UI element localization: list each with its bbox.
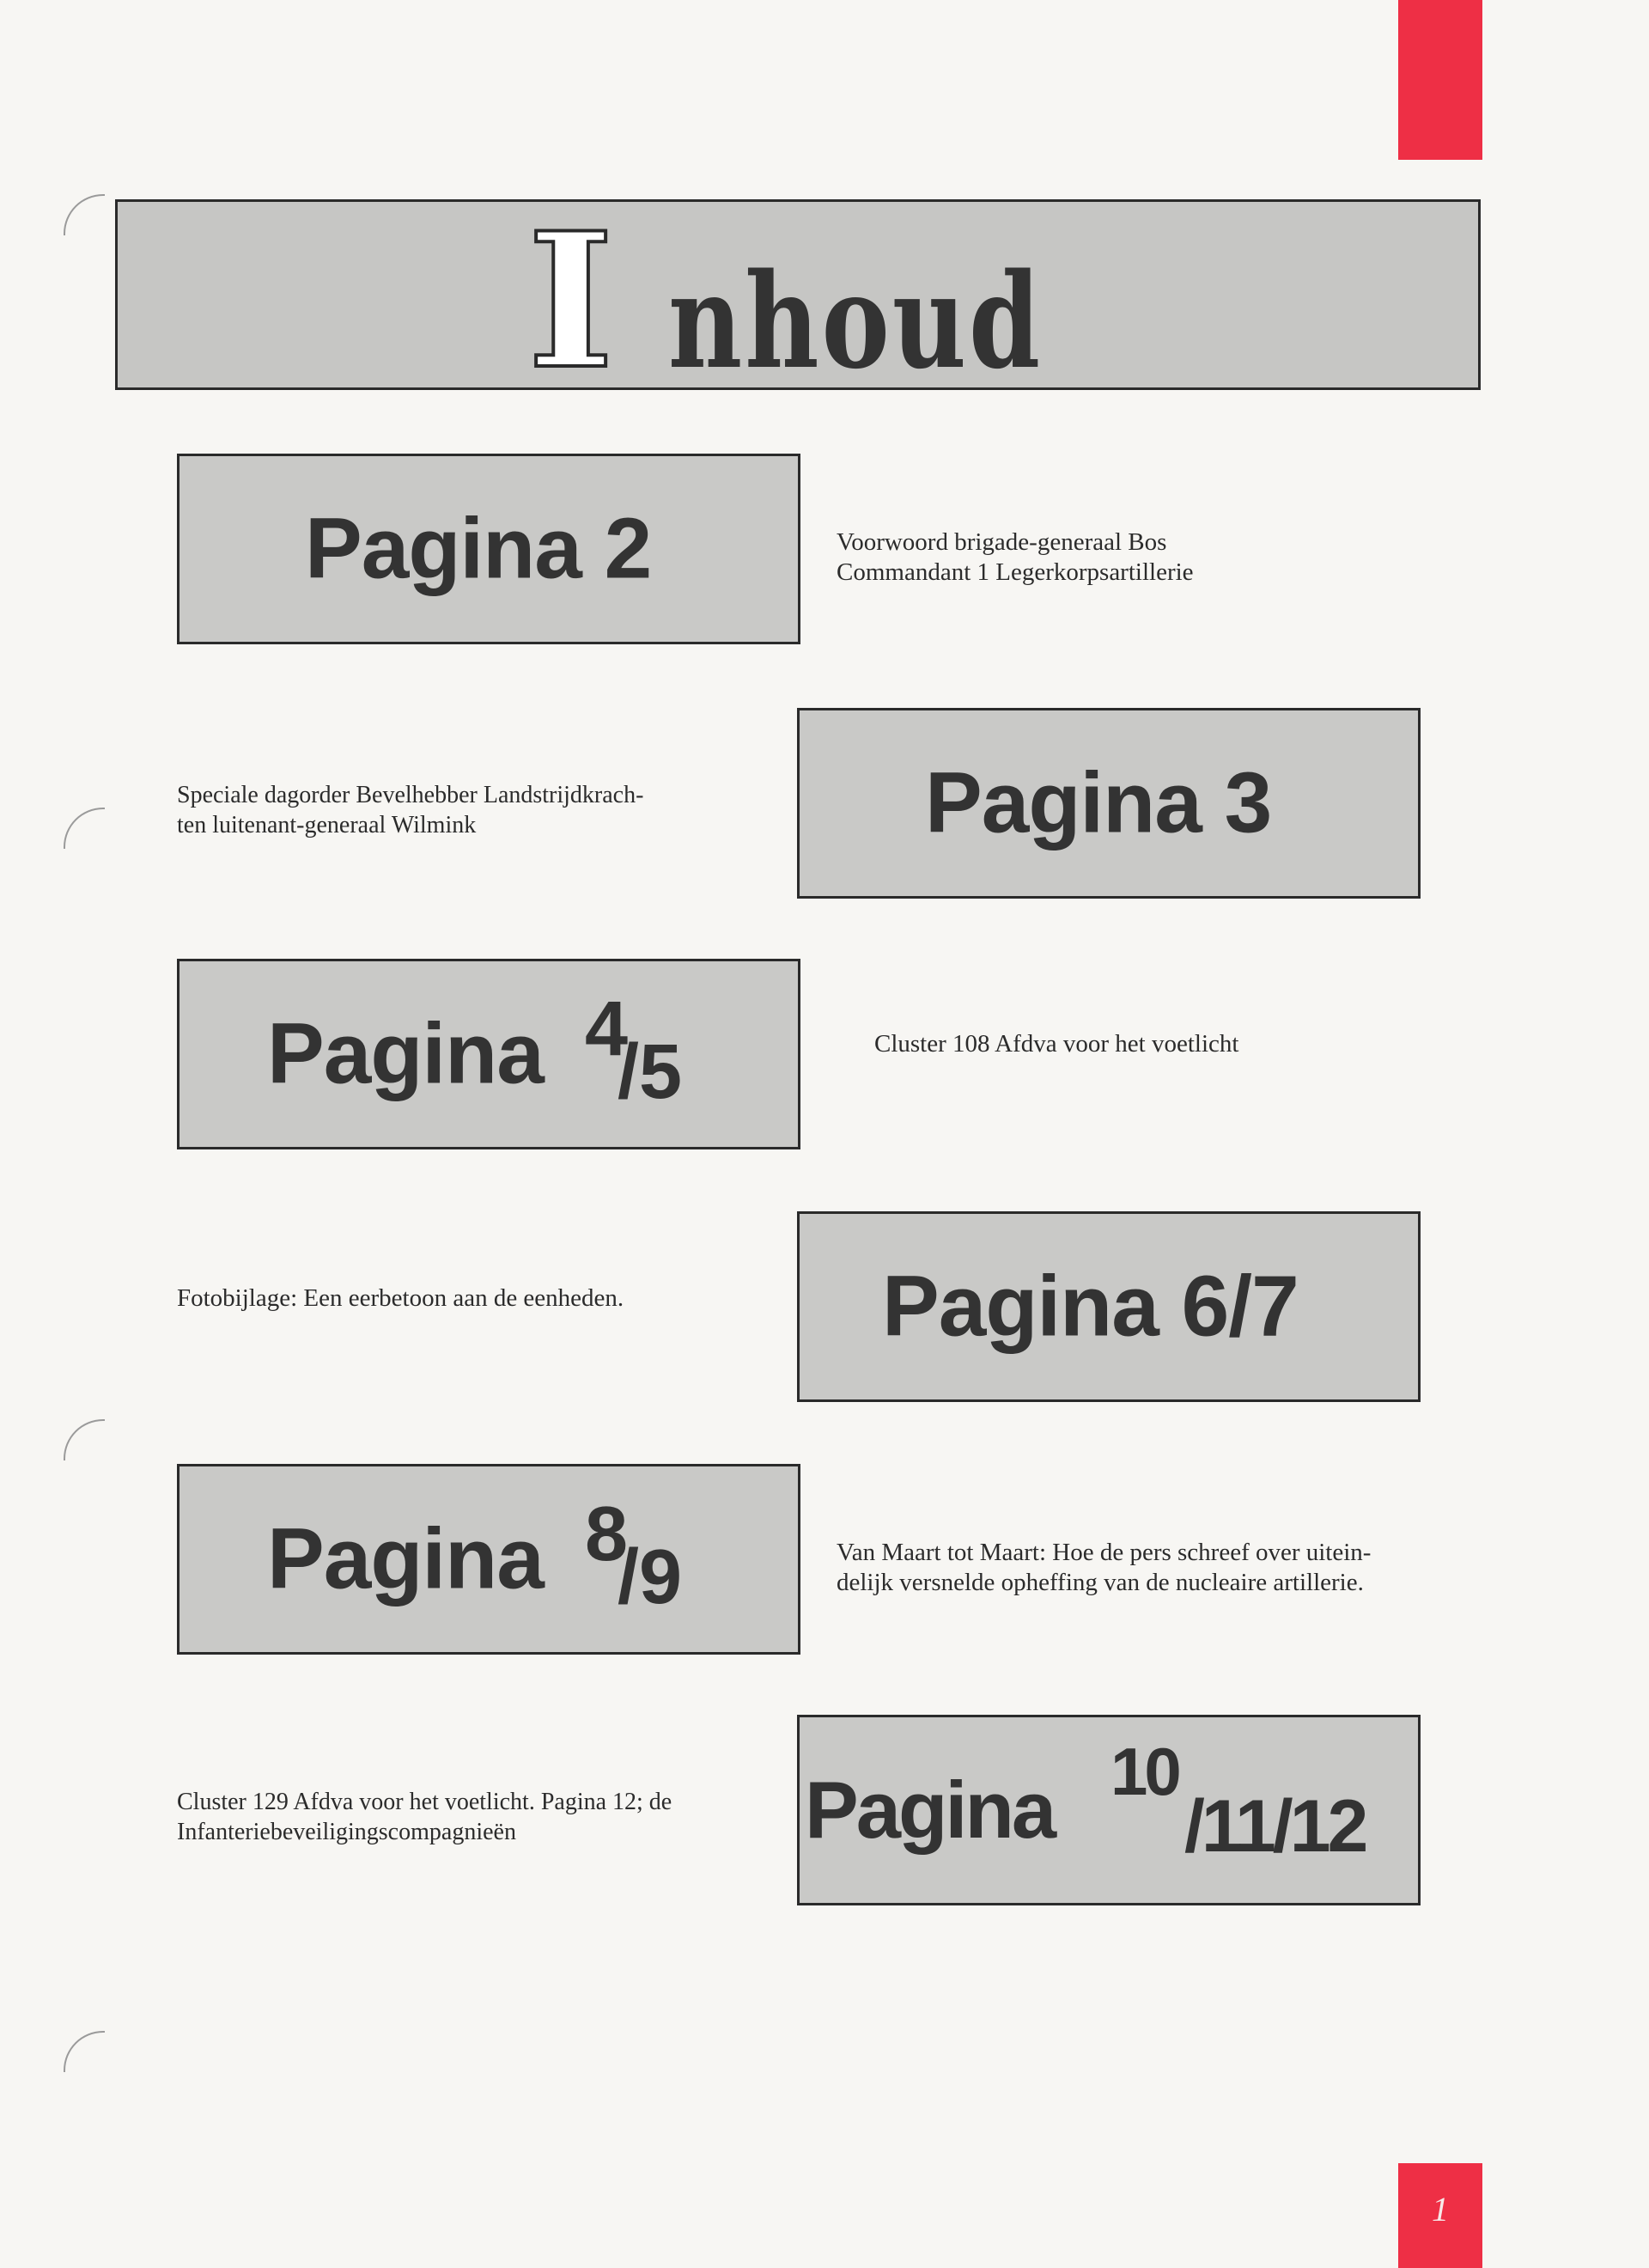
entry-description	[837, 1538, 1371, 1598]
description-line: Cluster 129 Afdva voor het voetlicht. Pagina 12; de	[177, 1789, 672, 1815]
description-line: Infanteriebeveiligingscompagnieën	[177, 1819, 516, 1845]
punch-hole-mark	[64, 1419, 105, 1460]
page-label: Pagina	[805, 1765, 1055, 1855]
description-line: delijk versnelde opheffing van de nucleaire artillerie.	[837, 1569, 1364, 1596]
entry-description	[177, 1787, 672, 1847]
punch-hole-mark	[64, 2031, 105, 2072]
page-fraction-top: 8	[585, 1491, 629, 1577]
page-label: Pagina 6/7	[882, 1258, 1299, 1355]
page-label: Pagina	[267, 1510, 544, 1607]
description-line: Commandant 1 Legerkorpsartillerie	[837, 558, 1194, 586]
description-line: Van Maart tot Maart: Hoe de pers schreef over uitein-	[837, 1539, 1372, 1566]
page-label-box	[797, 1211, 1421, 1402]
entry-description	[837, 527, 1194, 588]
page-label: Pagina	[267, 1005, 544, 1102]
page-label-box	[177, 1464, 800, 1655]
title-initial-letter: I	[527, 192, 615, 410]
page-label: Pagina 3	[925, 754, 1272, 851]
page-fraction-top: 4	[585, 986, 629, 1072]
description-line: Cluster 108 Afdva voor het voetlicht	[874, 1030, 1239, 1058]
entry-description	[874, 1029, 1238, 1059]
punch-hole-mark	[64, 194, 105, 235]
description-line: Speciale dagorder Bevelhebber Landstrijdkrach-	[177, 782, 644, 808]
description-line: Voorwoord brigade-generaal Bos	[837, 528, 1167, 556]
page-label-box	[177, 454, 800, 644]
entry-description	[177, 780, 643, 840]
page-title: nhoud	[668, 244, 1044, 398]
page-fraction-top: 10	[1110, 1734, 1178, 1809]
page-fraction-bottom: /5	[618, 1029, 683, 1115]
punch-hole-mark	[64, 808, 105, 849]
page-label-box	[177, 959, 800, 1149]
page-label: Pagina 2	[305, 500, 652, 597]
description-line: ten luitenant-generaal Wilmink	[177, 812, 477, 838]
entry-description	[177, 1283, 624, 1314]
page-fraction-bottom: /9	[618, 1534, 683, 1620]
red-edge-tab	[1398, 0, 1482, 160]
page-label-box	[797, 708, 1421, 899]
page-number: 1	[1432, 2190, 1449, 2228]
page-fraction-bottom: /11/12	[1184, 1785, 1366, 1868]
page-label-box	[797, 1715, 1421, 1905]
description-line: Fotobijlage: Een eerbetoon aan de eenheden.	[177, 1284, 624, 1312]
